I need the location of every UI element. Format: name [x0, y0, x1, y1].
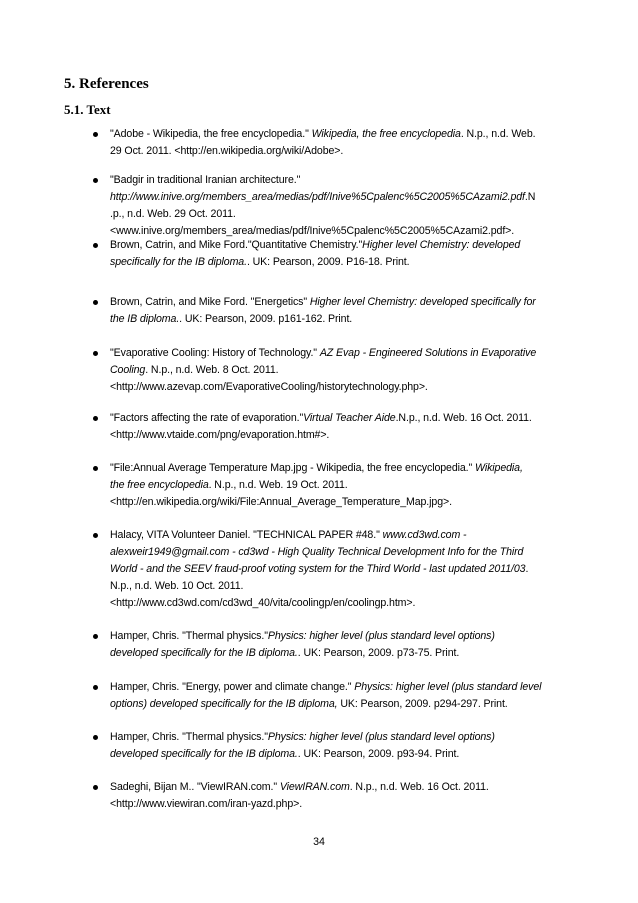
bullet-icon — [93, 735, 98, 740]
reference-italic-text: Higher level Chemistry: developed — [362, 239, 521, 251]
reference-line — [110, 311, 570, 328]
reference-text: "Badgir in traditional Iranian architecture." — [110, 174, 301, 186]
reference-item — [110, 172, 570, 240]
reference-italic-text: World - and the SEEV fraud-proof voting system for the Third World - last updated 2011/03 — [110, 563, 526, 575]
reference-line — [110, 362, 570, 379]
reference-line — [110, 544, 570, 561]
bullet-icon — [93, 351, 98, 356]
reference-text: . N.p., n.d. Web. 16 Oct. 2011. — [349, 781, 489, 793]
reference-text: "Adobe - Wikipedia, the free encyclopedia." — [110, 128, 312, 140]
reference-italic-text: Cooling — [110, 364, 146, 376]
reference-item — [110, 628, 570, 662]
reference-text: <http://www.vtaide.com/png/evaporation.htm#>. — [110, 429, 330, 441]
reference-line — [110, 254, 570, 271]
reference-italic-text: http://www.inive.org/members_area/medias/pdf/Inive%5Cpalenc%5C2005%5CAzami2.pdf — [110, 191, 525, 203]
reference-text: . UK: Pearson, 2009. p161-162. Print. — [179, 313, 353, 325]
reference-line — [110, 696, 570, 713]
reference-line — [110, 294, 570, 311]
reference-text: .p., n.d. Web. 29 Oct. 2011. — [110, 208, 236, 220]
reference-line — [110, 172, 570, 189]
reference-line — [110, 679, 570, 696]
reference-italic-text: Higher level Chemistry: developed specifically for — [309, 296, 536, 308]
bullet-icon — [93, 685, 98, 690]
bullet-icon — [93, 785, 98, 790]
reference-text: . N.p., n.d. Web. — [460, 128, 536, 140]
reference-text: .N — [524, 191, 536, 203]
bullet-icon — [93, 416, 98, 421]
reference-line — [110, 477, 570, 494]
reference-italic-text: ViewIRAN.com — [279, 781, 350, 793]
reference-text: . UK: Pearson, 2009. P16-18. Print. — [246, 256, 410, 268]
reference-line — [110, 729, 570, 746]
reference-text: N.p., n.d. Web. 10 Oct. 2011. — [110, 580, 244, 592]
reference-text: <http://en.wikipedia.org/wiki/File:Annual_Average_Temperature_Map.jpg>. — [110, 496, 452, 508]
reference-line — [110, 189, 570, 206]
reference-text: Hamper, Chris. "Thermal physics." — [110, 731, 268, 743]
section-heading: 5. References — [64, 76, 149, 92]
reference-italic-text: Physics: higher level (plus standard level options) — [267, 630, 495, 642]
reference-italic-text: the free encyclopedia — [110, 479, 209, 491]
bullet-icon — [93, 466, 98, 471]
reference-line — [110, 494, 570, 511]
reference-text: <www.inive.org/members_area/medias/pdf/Inive%5Cpalenc%5C2005%5CAzami2.pdf>. — [110, 225, 515, 237]
reference-text: "Evaporative Cooling: History of Technology." — [110, 347, 320, 359]
reference-item — [110, 237, 570, 271]
reference-line — [110, 578, 570, 595]
reference-item — [110, 345, 570, 396]
reference-italic-text: Virtual Teacher Aide — [303, 412, 396, 424]
reference-text: Brown, Catrin, and Mike Ford."Quantitative Chemistry." — [110, 239, 363, 251]
reference-text: <http://www.azevap.com/EvaporativeCooling/historytechnology.php>. — [110, 381, 428, 393]
subsection-heading: 5.1. Text — [64, 102, 111, 117]
reference-italic-text: Physics: higher level (plus standard level options) — [267, 731, 495, 743]
reference-line — [110, 379, 570, 396]
reference-text: . N.p., n.d. Web. 8 Oct. 2011. — [145, 364, 279, 376]
reference-line — [110, 460, 570, 477]
reference-italic-text: Wikipedia, — [475, 462, 523, 474]
reference-text: UK: Pearson, 2009. p294-297. Print. — [337, 698, 508, 710]
reference-item — [110, 527, 570, 612]
reference-text: . UK: Pearson, 2009. p73-75. Print. — [297, 647, 460, 659]
reference-italic-text: AZ Evap - Engineered Solutions in Evaporative — [319, 347, 537, 359]
reference-line — [110, 779, 570, 796]
bullet-icon — [93, 178, 98, 183]
reference-line — [110, 746, 570, 763]
reference-italic-text: options) developed specifically for the IB diploma, — [110, 698, 338, 710]
reference-item — [110, 460, 570, 511]
reference-text: <http://www.viewiran.com/iran-yazd.php>. — [110, 798, 303, 810]
reference-line — [110, 796, 570, 813]
bullet-icon — [93, 634, 98, 639]
reference-italic-text: alexweir1949@gmail.com - cd3wd - High Quality Technical Development Info for the Third — [110, 546, 524, 558]
reference-line — [110, 410, 570, 427]
reference-item — [110, 410, 570, 444]
reference-text: . — [525, 563, 529, 575]
reference-line — [110, 527, 570, 544]
bullet-icon — [93, 300, 98, 305]
reference-line — [110, 345, 570, 362]
reference-line — [110, 237, 570, 254]
reference-italic-text: Physics: higher level (plus standard level — [354, 681, 542, 693]
reference-italic-text: developed specifically for the IB diploma. — [110, 647, 298, 659]
page-number: 34 — [313, 836, 325, 848]
reference-italic-text: developed specifically for the IB diploma. — [110, 748, 298, 760]
reference-text: . UK: Pearson, 2009. p93-94. Print. — [297, 748, 460, 760]
reference-italic-text: www.cd3wd.com - — [382, 529, 467, 541]
reference-item — [110, 779, 570, 813]
reference-text: Brown, Catrin, and Mike Ford. "Energetics" — [110, 296, 310, 308]
reference-italic-text: the IB diploma. — [110, 313, 180, 325]
reference-line — [110, 427, 570, 444]
reference-text: "Factors affecting the rate of evaporation." — [110, 412, 304, 424]
reference-line — [110, 628, 570, 645]
reference-item — [110, 679, 570, 713]
reference-text: "File:Annual Average Temperature Map.jpg - Wikipedia, the free encyclopedia." — [110, 462, 476, 474]
bullet-icon — [93, 243, 98, 248]
reference-text: Halacy, VITA Volunteer Daniel. "TECHNICAL PAPER #48." — [110, 529, 383, 541]
reference-line — [110, 143, 570, 160]
reference-line — [110, 126, 570, 143]
reference-item — [110, 729, 570, 763]
reference-text: <http://www.cd3wd.com/cd3wd_40/vita/coolingp/en/coolingp.htm>. — [110, 597, 416, 609]
reference-text: .N.p., n.d. Web. 16 Oct. 2011. — [395, 412, 532, 424]
reference-italic-text: Wikipedia, the free encyclopedia — [311, 128, 461, 140]
reference-item — [110, 126, 570, 160]
reference-item — [110, 294, 570, 328]
reference-line — [110, 561, 570, 578]
bullet-icon — [93, 533, 98, 538]
reference-italic-text: specifically for the IB diploma. — [110, 256, 247, 268]
reference-text: . N.p., n.d. Web. 19 Oct. 2011. — [208, 479, 348, 491]
reference-line — [110, 645, 570, 662]
reference-text: Sadeghi, Bijan M.. "ViewIRAN.com." — [110, 781, 280, 793]
reference-line — [110, 595, 570, 612]
reference-line — [110, 206, 570, 223]
bullet-icon — [93, 132, 98, 137]
reference-text: Hamper, Chris. "Energy, power and climate change." — [110, 681, 355, 693]
reference-text: Hamper, Chris. "Thermal physics." — [110, 630, 268, 642]
reference-text: 29 Oct. 2011. <http://en.wikipedia.org/wiki/Adobe>. — [110, 145, 344, 157]
